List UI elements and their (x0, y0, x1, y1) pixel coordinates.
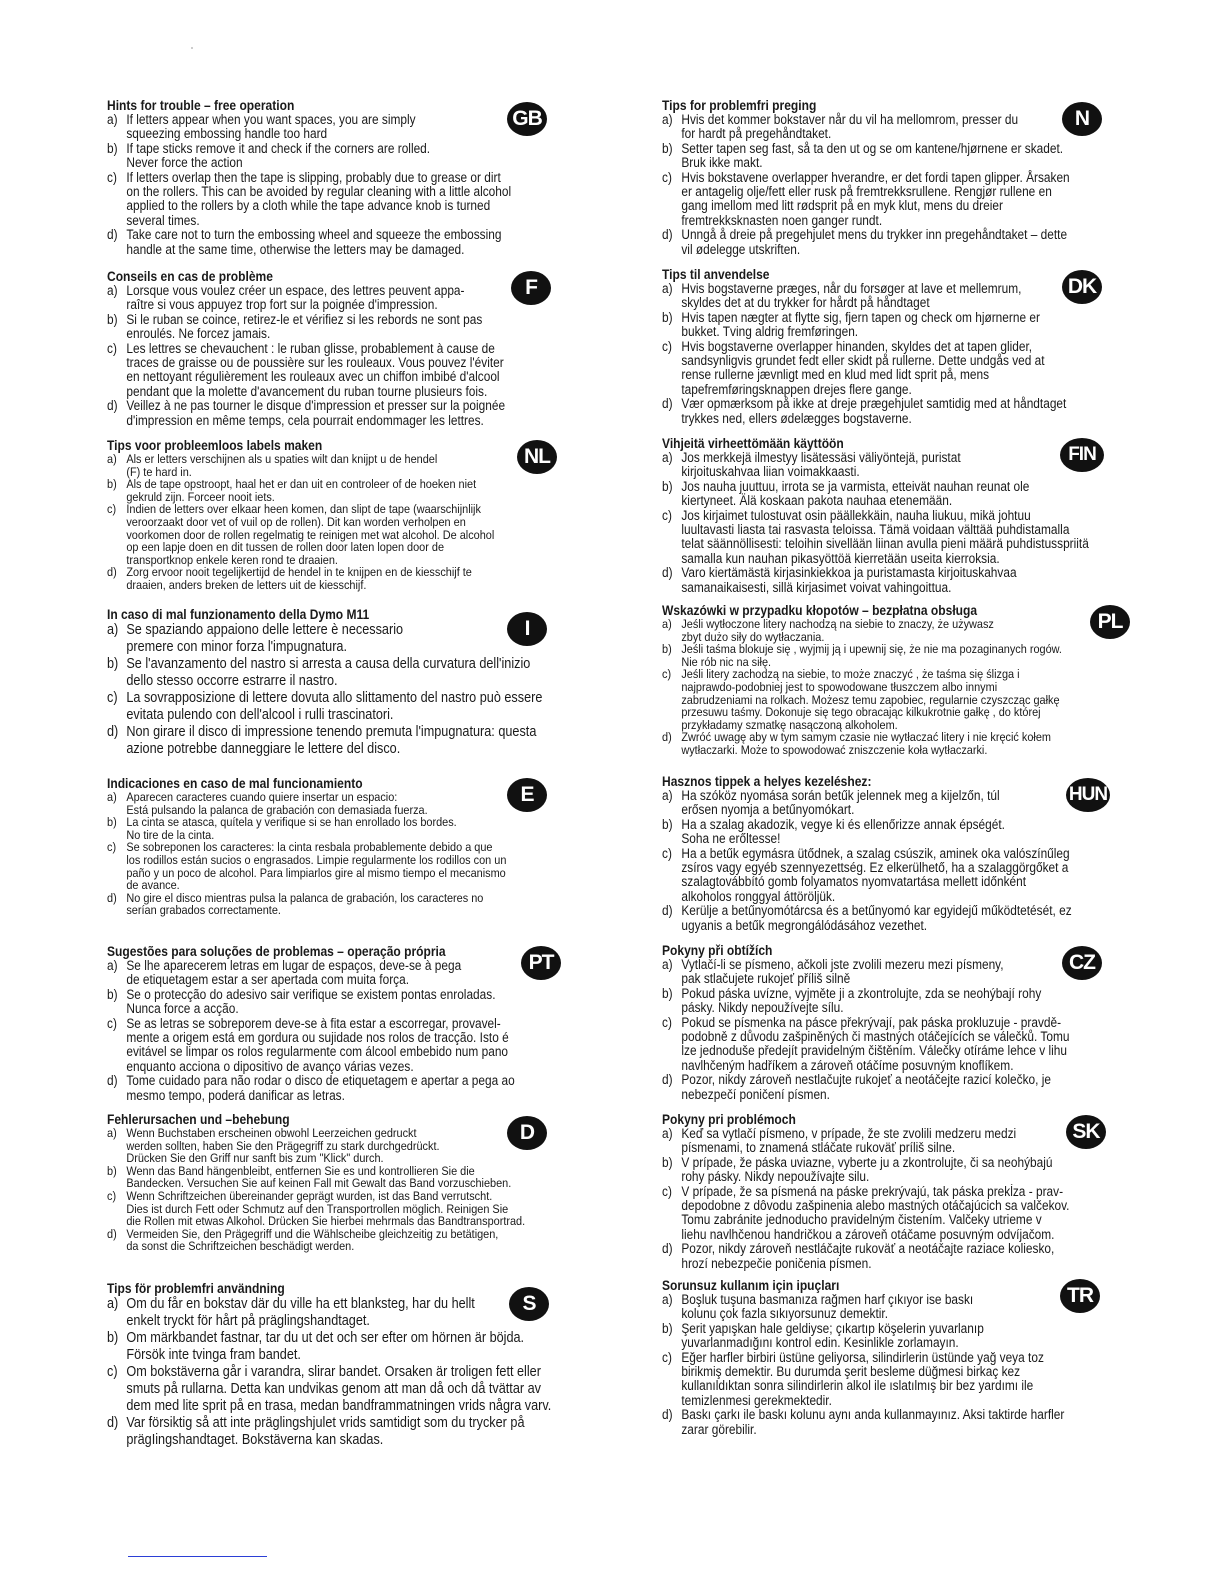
tip-item (662, 668, 1130, 731)
tip-text: Wenn Schriftzeichen übereinander geprägt wurden, ist das Band verrutscht. Dies ist durch Fett oder Schmutz auf den Transportrollen möglich. Reinigen Sie die Rollen mit etwas Alkohol. Drücken Sie hierbei mehrmals das Bandtransportrad. (126, 1188, 526, 1229)
tip-item (107, 988, 590, 1017)
tip-marker: c) (107, 840, 117, 855)
tip-text: V prípade, že sa písmená na páske prekrývajú, tak páska prekĺza - prav- depodobne z dôvodu zašpinenia alebo mastných otáčajúcich sa valčekov. Tomu zabránite jednoducho pravidelným čistením. Valčeky utrieme v liehu navlhčenou handričkou a zároveň otáčame posuvným odvíjačom. (681, 1183, 1070, 1242)
tip-item (107, 892, 590, 917)
tip-marker: d) (662, 1072, 673, 1088)
tip-text: Take care not to turn the embossing wheel and squeeze the embossing handle at the same time, otherwise the letters may be damaged. (126, 227, 502, 257)
tip-marker: d) (107, 1073, 118, 1089)
tip-marker: d) (107, 1415, 119, 1431)
section-title: Sorunsuz kullanım için ipuçları (662, 1277, 840, 1293)
tip-item (107, 1165, 590, 1190)
tip-marker: c) (662, 1349, 672, 1365)
tip-text: Veillez à ne pas tourner le disque d'impression et presser sur la poignée d'impression en même temps, cela pourrait endommager les lettres. (126, 398, 506, 428)
tip-text: Zwróć uwagę aby w tym samym czasie nie wytłaczać litery i nie kręcić kołem wytłaczarki. Może to spowodować zniszczenie koła wytłaczarki. (681, 730, 1051, 757)
tip-text: Hvis tapen nægter at flytte sig, fjern tapen og check om hjørnerne er bukket. Tving aldrig fremføringen. (681, 309, 1040, 340)
section-title: Conseils en cas de problème (107, 268, 273, 284)
tip-item (107, 313, 590, 342)
tip-text: Zorg ervoor nooit tegelijkertijd de hendel in te knijpen en de kiesschijf te draaien, anders breken de letters uit de kiesschijf. (126, 565, 472, 592)
tip-marker: c) (107, 502, 117, 517)
tip-text: La sovrapposizione di lettere dovuta allo slittamento del nastro può essere evitata pulendo con dell'alcool i rulli trascinatori. (126, 690, 543, 723)
tip-marker: d) (107, 890, 117, 905)
tip-text: Ha szóköz nyomása során betűk jelennek meg a kijelzőn, túl erősen nyomja a betűnyomókart. (681, 788, 1000, 818)
tip-marker: b) (662, 1320, 673, 1336)
tip-item (107, 142, 590, 171)
section-s (107, 1281, 577, 1449)
section-title: Indicaciones en caso de mal funcionamiento (107, 775, 363, 791)
language-badge: FIN (1060, 438, 1104, 472)
tips-list (662, 113, 1117, 257)
tip-item (662, 987, 1130, 1016)
tip-item (662, 789, 1130, 818)
section-pt (107, 944, 577, 1103)
tip-marker: b) (662, 985, 673, 1001)
tip-marker: a) (662, 1126, 673, 1141)
tips-list (662, 1127, 1117, 1271)
tip-marker: a) (662, 1292, 673, 1307)
tips-list (107, 1296, 577, 1449)
section-f (107, 269, 577, 428)
tip-text: Se as letras se sobreporem deve-se à fita estar a escorregar, provavel- mente a origem está em gordura ou sujidade nos rolos de tracção. Isto é evitável se limpar os rolos regularmente com álcool embebido num pano enquanto acciona o dipositivo de avanço várias vezes. (126, 1015, 509, 1074)
tip-text: Om bokstäverna går i varandra, slirar bandet. Orsaken är troligen fett eller smuts på rullarna. Detta kan undvikas genom att man då och då tvättar av dem med lite sprit på en trasa, medan bandframmatningen vrids några varv. (126, 1364, 552, 1414)
tip-item (107, 1228, 590, 1253)
section-title: In caso di mal funzionamento della Dymo M11 (107, 606, 370, 622)
tip-text: Eğer harfler birbiri üstüne geliyorsa, silindirlerin üstünde yağ veya toz birikmiş demektir. Bu durumda şerit besleme düğmesi birkaç kez kullanıldıktan sonra silindirlerin alkol ile ıslatılmış bir bez yardımı ile temizlenmesi gerekmektedir. (681, 1349, 1044, 1408)
tip-marker: b) (662, 478, 673, 494)
language-badge: PT (521, 946, 561, 980)
tip-marker: b) (662, 816, 673, 832)
tip-item (107, 566, 590, 591)
tip-item (662, 340, 1130, 398)
tip-text: If letters appear when you want spaces, you are simply squeezing embossing handle too hard (126, 112, 416, 142)
tip-text: Les lettres se chevauchent : le ruban glisse, probablement à cause de traces de graisse ou de poussière sur les rouleaux. Vous pouvez l'éviter en nettoyant régulièrement les rouleaux avec un chiffon imbibé d'alcool pendant que la molette d'avancement du ruban tourne plusieurs fois. (126, 340, 504, 399)
language-badge: GB (507, 102, 547, 136)
tip-item (662, 397, 1130, 426)
tip-text: Se l'avanzamento del nastro si arresta a causa della curvatura dell'inizio dello stesso occorre estrarre il nastro. (126, 656, 531, 689)
tip-marker: c) (662, 1183, 672, 1199)
tip-marker: b) (107, 140, 118, 156)
tip-marker: c) (107, 690, 118, 706)
tip-text: Ha a betűk egymásra ütődnek, a szalag csúszik, aminek oka valószínűleg zsíros vagy egyéb szennyezettség. Ez elkerülhető, ha a szalaggörgőket a szalagtovábbító gomb folyamatos nyomvatartása mellett időnként alkoholos ronggyal áttöröljük. (681, 845, 1070, 904)
tip-text: Kerülje a betűnyomótárcsa és a betűnyomó kar egyidejű működtetését, ez ugyanis a betűk megrongálódásához vezethet. (681, 903, 1072, 933)
section-title: Fehlerursachen und –behebung (107, 1111, 290, 1127)
language-badge: PL (1090, 605, 1130, 639)
tip-item (107, 724, 590, 758)
tip-marker: a) (107, 622, 119, 638)
language-badge: F (511, 271, 551, 305)
tip-text: Setter tapen seg fast, så ta den ut og se om kantene/hjørnene er skadet. Bruk ikke makt. (681, 140, 1064, 171)
tip-marker: b) (107, 986, 118, 1002)
section-title: Vihjeitä virheettömään käyttöön (662, 435, 844, 451)
bottom-rule (128, 1556, 267, 1557)
tip-text: Se spaziando appaiono delle lettere è necessario premere con minor forza l'impugnatura. (126, 622, 404, 655)
tip-text: Se o protecção do adesivo sair verifique se existem pontas enroladas. Nunca force a acção. (126, 986, 496, 1017)
tip-text: Om du får en bokstav där du ville ha ett blanksteg, har du hellt enkelt tryckt för hårt på präglingshandtaget. (126, 1296, 475, 1329)
tip-marker: d) (107, 1226, 117, 1241)
tip-item (662, 818, 1130, 847)
tip-item (662, 1351, 1130, 1409)
tip-text: Als er letters verschijnen als u spaties wilt dan knijpt u de hendel (F) te hard in. (126, 452, 438, 479)
tip-text: Baskı çarkı ile baskı kolunu aynı anda kullanmayınız. Aksi taktirde harfler zarar görebilir. (681, 1407, 1065, 1437)
tip-marker: a) (107, 1126, 117, 1140)
section-title: Tips til anvendelse (662, 266, 770, 282)
tips-list (107, 453, 577, 592)
tip-marker: c) (662, 169, 672, 185)
tip-text: Ha a szalag akadozik, vegye ki és ellenőrizze annak épségét. Soha ne erőltesse! (681, 816, 1005, 847)
tips-list (662, 451, 1117, 595)
section-title: Hasznos tippek a helyes kezeléshez: (662, 773, 872, 789)
section-d (107, 1112, 577, 1253)
language-badge: NL (517, 440, 557, 474)
tip-text: Als de tape opstroopt, haal het er dan uit en controleer of de hoeken niet gekruld zijn. Forceer nooit iets. (126, 477, 477, 504)
tip-marker: d) (662, 903, 673, 919)
tip-marker: b) (662, 642, 672, 657)
tip-marker: c) (107, 169, 117, 185)
tip-marker: b) (662, 309, 673, 325)
tip-text: Jeśli wytłoczone litery nachodzą na siebie to znaczy, że używasz zbyt dużo siły do wytłaczania. (681, 617, 994, 644)
tip-item (107, 399, 590, 428)
tip-marker: d) (107, 227, 118, 243)
tip-item (662, 566, 1130, 595)
tip-marker: c) (107, 340, 117, 356)
tip-text: V prípade, že páska uviazne, vyberte ju a zkontrolujte, či sa neohýbajú rohy pásky. Nikdy nepoužívajte silu. (681, 1154, 1053, 1185)
section-i (107, 607, 577, 758)
tip-marker: a) (107, 958, 118, 973)
tip-marker: a) (662, 957, 673, 972)
language-badge: E (507, 778, 547, 812)
tip-item (662, 113, 1130, 142)
language-badge: S (509, 1287, 549, 1321)
tip-item (107, 478, 590, 503)
tip-item (662, 311, 1130, 340)
tip-item (662, 142, 1130, 171)
section-pl (662, 602, 1123, 757)
tip-marker: c) (662, 507, 672, 523)
tip-item (662, 480, 1130, 509)
section-title: Hints for trouble – free operation (107, 97, 295, 113)
tip-marker: c) (107, 1188, 117, 1203)
tip-item (107, 959, 590, 988)
section-cz (662, 943, 1117, 1102)
tip-text: Vermeiden Sie, den Prägegriff und die Wählscheibe gleichzeitig zu betätigen, da sonst die Schriftzeichen beschädigt werden. (126, 1226, 499, 1254)
tip-text: Varo kiertämästä kirjasinkiekkoa ja puristamasta kirjoituskahvaa samanaikaisesti, sillä kirjasimet voivat vahingoittua. (681, 565, 1017, 595)
tip-text: Wenn das Band hängenbleibt, entfernen Sie es und kontrollieren Sie die Bandecken. Versuchen Sie auf keinen Fall mit Gewalt das Band vorzuschieben. (126, 1163, 512, 1191)
tip-text: Jeśli taśma blokuje się , wyjmij ją i upewnij się, że nie ma pozaginanych rogów. Nie rób nic na siłę. (681, 642, 1062, 669)
tip-text: Jos kirjaimet tulostuvat osin päällekkäin, nauha liukuu, mikä johtuu luultavasti liasta tai rasvasta teloissa. Tämä voidaan välttää puhdistamalla telat säännöllisesti: teloihin sivellään liinan avulla pieni määrä puhdistusspriitä samalla kun nauhan pikasyöttöä kierretään useita kierroksia. (681, 507, 1089, 566)
language-badge: HUN (1066, 778, 1110, 812)
tip-marker: a) (662, 617, 672, 631)
tip-text: Jos merkkejä ilmestyy lisätessäsi väliyöntejä, puristat kirjoituskahvaa liian voimakkaasti. (681, 450, 961, 480)
tip-item (107, 1017, 590, 1075)
tip-marker: b) (107, 656, 119, 672)
language-badge: D (507, 1116, 547, 1150)
section-title: Wskazówki w przypadku kłopotów – bezpłatna obsługa (662, 602, 978, 618)
section-fin (662, 436, 1117, 595)
section-nl (107, 438, 577, 592)
tip-marker: d) (107, 398, 118, 414)
tips-list (107, 959, 577, 1103)
tips-list (107, 791, 577, 917)
tip-marker: a) (662, 112, 673, 127)
tip-text: Aparecen caracteres cuando quiere insertar un espacio: Está pulsando la palanca de grabación con demasiada fuerza. (126, 790, 428, 817)
tip-item (662, 958, 1130, 987)
tip-text: Tome cuidado para não rodar o disco de etiquetagem e apertar a pega ao mesmo tempo, poderá danificar as letras. (126, 1073, 515, 1103)
tip-marker: b) (107, 1330, 119, 1346)
tip-marker: a) (107, 452, 117, 466)
tip-marker: d) (662, 1407, 673, 1423)
section-gb (107, 98, 577, 257)
tip-item (662, 1242, 1130, 1271)
tip-item (662, 1127, 1130, 1156)
tip-marker: b) (107, 311, 118, 327)
tips-list (662, 789, 1117, 933)
section-title: Sugestões para soluções de problemas – operação própria (107, 943, 446, 959)
tip-text: Unngå å dreie på pregehjulet mens du trykker inn pregehåndtaket – dette vil ødelegge utskriften. (681, 227, 1068, 257)
tip-item (107, 1190, 590, 1228)
tips-list (662, 1293, 1117, 1437)
scan-speck (191, 47, 193, 49)
tip-item (107, 841, 590, 891)
tip-text: Hvis bogstaverne præges, når du forsøger at lave et mellemrum, skyldes det at du trykker for hårdt på håndtaget (681, 281, 1022, 311)
tip-item (662, 509, 1130, 567)
tip-item (662, 847, 1130, 905)
tips-list (107, 284, 577, 428)
language-badge: CZ (1062, 946, 1102, 980)
language-badge: SK (1066, 1115, 1106, 1149)
tip-item (662, 904, 1130, 933)
tip-marker: b) (107, 815, 117, 830)
tip-marker: c) (662, 845, 672, 861)
tip-marker: b) (107, 477, 117, 492)
tip-text: Indien de letters over elkaar heen komen, dan slipt de tape (waarschijnlijk veroorzaakt door vet of vuil op de rollen). Dit kan worden verholpen en voorkomen door de rollen regelmatig te reinigen met wat alcohol. De alcohol op een lapje doen en dit tussen de rollen door laten lopen door de transportknop enkele keren rond te draaien. (126, 502, 495, 567)
tip-marker: d) (662, 730, 672, 745)
tip-text: Vær opmærksom på ikke at dreje prægehjulet samtidig med at håndtaget trykkes ned, ellers ødelægges bogstaverne. (681, 396, 1067, 426)
tip-marker: a) (107, 790, 117, 804)
tip-item (662, 282, 1130, 311)
tip-item (662, 1156, 1130, 1185)
tip-marker: a) (107, 112, 118, 127)
tip-item (107, 503, 590, 566)
tip-item (107, 816, 590, 841)
tip-text: Keď sa vytlačí písmeno, v prípade, že ste zvolili medzeru medzi písmenami, to znamená stláčate rukoväť príliš silne. (681, 1126, 1017, 1156)
tip-text: No gire el disco mientras pulsa la palanca de grabación, los caracteres no serían grabados correctamente. (126, 890, 484, 918)
tip-marker: d) (107, 724, 119, 740)
tip-item (662, 1185, 1130, 1243)
tip-item (662, 1016, 1130, 1074)
tip-marker: c) (662, 667, 672, 682)
tip-marker: a) (107, 1296, 119, 1312)
section-n (662, 98, 1117, 257)
tip-text: Şerit yapışkan hale geldiyse; çıkartıp köşelerin yuvarlanıp yuvarlanmadığını kontrol edin. Kesinlikle zorlamayın. (681, 1320, 984, 1351)
tip-marker: c) (107, 1364, 118, 1380)
tip-text: Se lhe aparecerem letras em lugar de espaços, deve-se à pega de etiquetagem estar a ser apertada com muita força. (126, 958, 462, 988)
tip-item (107, 1074, 590, 1103)
section-title: Tips voor probleemloos labels maken (107, 437, 323, 453)
tip-marker: d) (662, 227, 673, 243)
tip-item (107, 171, 590, 229)
section-title: Pokyny při obtížích (662, 942, 773, 958)
tip-marker: d) (107, 565, 117, 580)
tips-list (107, 113, 577, 257)
tip-item (107, 1415, 590, 1449)
tip-marker: d) (662, 565, 673, 581)
tip-item (662, 171, 1130, 229)
tip-text: Pokud se písmenka na pásce překrývají, pak páska prokluzuje - pravdě- podobně z důvodu zašpiněných či mastných otáčejících se válečků. Tomu lze jednoduše předejít pravidelným čištěním. Válečky otíráme lehce v lihu navlhčeným hadříkem a zároveň otáčíme posuvným knoflíkem. (681, 1014, 1070, 1073)
tips-list (107, 1127, 577, 1253)
tip-item (662, 1322, 1130, 1351)
tip-item (662, 643, 1130, 668)
section-hun (662, 774, 1117, 933)
tip-item (662, 618, 1130, 643)
tip-text: Pokud páska uvízne, vyjměte ji a zkontrolujte, zda se neohýbají rohy pásky. Nikdy nepoužívejte sílu. (681, 985, 1042, 1016)
tip-text: Pozor, nikdy zároveň nestláčajte rukoväť a neotáčajte raziace koliesko, hrozí nebezpečie poničenia písmen. (681, 1241, 1055, 1271)
tip-marker: b) (662, 1154, 673, 1170)
tip-text: Wenn Buchstaben erscheinen obwohl Leerzeichen gedruckt werden sollten, haben Sie den Prägegriff zu stark durchgedrückt. Drücken Sie den Griff nur sanft bis zum "Klick" durch. (126, 1126, 440, 1166)
tip-text: Var försiktig så att inte präglingshjulet vrids samtidigt som du trycker på prägIingshandtaget. Bokstäverna kan skadas. (126, 1415, 525, 1448)
tip-marker: c) (662, 1014, 672, 1030)
tip-marker: b) (107, 1163, 117, 1178)
tips-list (662, 282, 1117, 426)
tip-item (107, 1330, 590, 1364)
tip-text: Non girare il disco di impressione tenendo premuta l'impugnatura: questa azione potrebbe danneggiare le lettere del disco. (126, 724, 537, 757)
tip-marker: c) (107, 1015, 117, 1031)
tip-text: La cinta se atasca, quítela y verifique si se han enrollado los bordes. No tire de la cinta. (126, 815, 457, 842)
tip-text: Jos nauha juuttuu, irrota se ja varmista, etteivät nauhan reunat ole kiertyneet. Älä koskaan pakota nauhaa etenemään. (681, 478, 1030, 509)
tip-text: Jeśli litery zachodzą na siebie, to może znaczyć , że taśma się ślizga i najprawdo-podobniej jest to spowodowane tłuszczem albo innymi zabrudzeniami na rolkach. Możesz temu zapobiec, regularnie czyszcząc gałkę przesuwu taśmy. Dokonuje się tego obracając kilkukrotnie gałkę , do której przykładamy szmatkę nasączoną alkoholem. (681, 667, 1060, 732)
section-sk (662, 1112, 1117, 1271)
tip-marker: a) (107, 283, 118, 298)
tip-text: Lorsque vous voulez créer un espace, des lettres peuvent appa- raître si vous appuyez trop fort sur la poignée d'impression. (126, 283, 465, 313)
tip-text: Pozor, nikdy zároveň nestlačujte rukojeť a neotáčejte razicí kolečko, je nebezpečí poničení písmen. (681, 1072, 1052, 1102)
tip-text: Hvis det kommer bokstaver når du vil ha mellomrom, presser du for hardt på pregehåndtaket. (681, 112, 1019, 142)
language-badge: N (1062, 102, 1102, 136)
tip-marker: d) (662, 396, 673, 412)
tip-text: Om märkbandet fastnar, tar du ut det och ser efter om hörnen är böjda. Försök inte tvinga fram bandet. (126, 1330, 525, 1363)
tip-text: Hvis bokstavene overlapper hverandre, er det fordi tapen glipper. Årsaken er antagelig olje/fett eller rusk på fremtrekksrullene. Rengjør rullene en gang imellom med litt rødsprit på en myk klut, mens du dreier fremtrekksknasten noen ganger rundt. (681, 169, 1070, 228)
tip-marker: b) (662, 140, 673, 156)
tip-item (107, 1364, 590, 1415)
tip-text: Si le ruban se coince, retirez-le et vérifiez si les rebords ne sont pas enroulés. Ne forcez jamais. (126, 311, 483, 342)
tip-item (662, 731, 1130, 756)
tip-item (662, 228, 1130, 257)
tip-marker: a) (662, 450, 673, 465)
tip-marker: c) (662, 338, 672, 354)
tip-text: Hvis bogstaverne overlapper hinanden, skyldes det at tapen glider, sandsynligvis grundet fedt eller skidt på rullerne. Dette undgås ved at rense rullerne jævnligt med en klud med lidt sprit på, mens tapefremføringsknappen drejes flere gange. (681, 338, 1045, 397)
section-title: Tips for problemfri preging (662, 97, 817, 113)
language-badge: TR (1060, 1279, 1100, 1313)
tips-list (662, 618, 1117, 757)
tip-text: If letters overlap then the tape is slipping, probably due to grease or dirt on the rollers. This can be avoided by regular cleaning with a little alcohol applied to the rollers by a cloth while the tape advance knob is turned several times. (126, 169, 512, 228)
tip-item (107, 342, 590, 400)
tip-item (662, 1408, 1130, 1437)
tip-text: Se sobreponen los caracteres: la cinta resbala probablemente debido a que los rodillos están sucios o engrasados. Limpie regularmente los rodillos con un paño y un poco de alcohol. Para limpiarlos gire al mismo tiempo el mecanismo de avance. (126, 840, 507, 893)
section-title: Tips för problemfri användning (107, 1280, 285, 1296)
tip-item (107, 656, 590, 690)
language-badge: I (507, 612, 547, 646)
tip-text: If tape sticks remove it and check if the corners are rolled. Never force the action (126, 140, 431, 171)
tip-text: Vytlačí-li se písmeno, ačkoli jste zvolili mezeru mezi písmeny, pak stlačujete rukojeť příliš silně (681, 957, 1004, 987)
tip-marker: a) (662, 281, 673, 296)
section-title: Pokyny pri problémoch (662, 1111, 796, 1127)
section-tr (662, 1278, 1117, 1437)
tip-item (107, 228, 590, 257)
tip-marker: a) (662, 788, 673, 803)
tip-item (107, 690, 590, 724)
tips-list (107, 622, 577, 758)
section-dk (662, 267, 1117, 426)
language-badge: DK (1062, 270, 1102, 304)
tip-marker: d) (662, 1241, 673, 1257)
tips-list (662, 958, 1117, 1102)
tip-item (662, 1073, 1130, 1102)
tip-text: Boşluk tuşuna basmanıza rağmen harf çıkıyor ise baskı kolunu çok fazla sıkıyorsunuz demektir. (681, 1292, 974, 1322)
section-e (107, 776, 577, 917)
